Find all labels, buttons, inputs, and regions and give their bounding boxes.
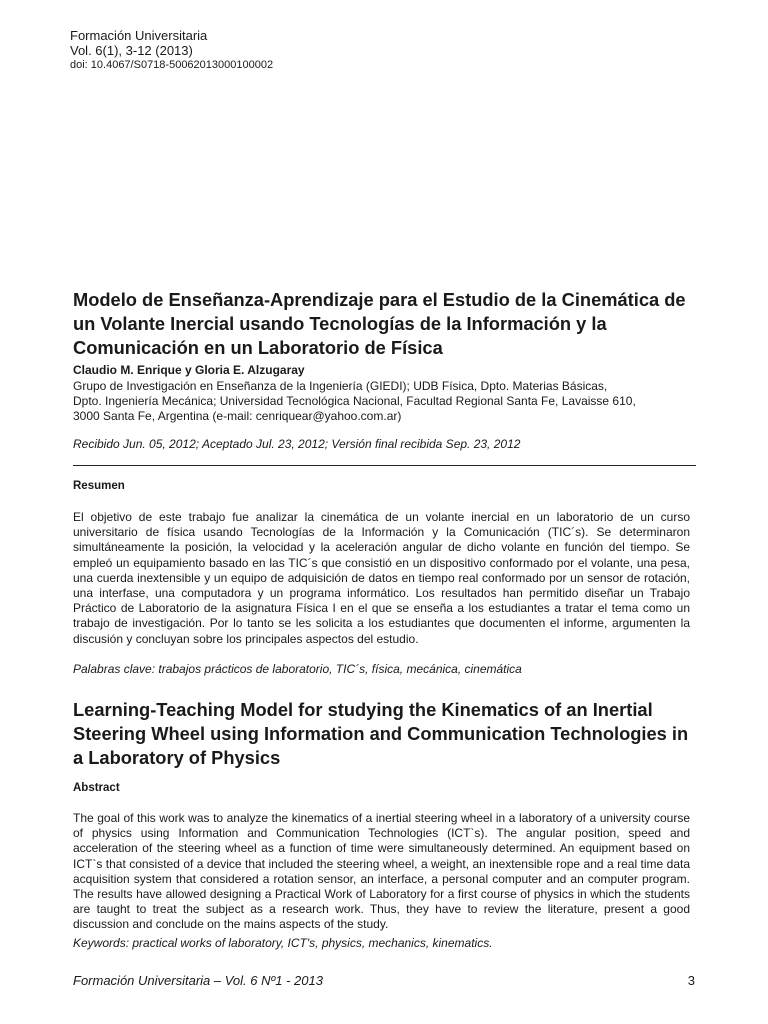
doi-link[interactable]: doi: 10.4067/S0718-50062013000100002 (70, 59, 274, 71)
abstract-heading: Abstract (73, 782, 120, 794)
english-title: Learning-Teaching Model for studying the Kinematics of an Inertial Steering Wheel using Information and Communication Technologies in a Laboratory of Physics (73, 699, 689, 768)
resumen-heading: Resumen (73, 480, 125, 492)
received-dates: Recibido Jun. 05, 2012; Aceptado Jul. 23, 2012; Versión final recibida Sep. 23, 2012 (73, 437, 521, 451)
journal-name: Formación Universitaria (70, 28, 208, 43)
resumen-text: El objetivo de este trabajo fue analizar la cinemática de un volante inercial en un laboratorio de un curso universitario de física usando Tecnologías de la Información y la Comunicación (TIC´s). Se determinaron simultáneamente la posición, la velocidad y la aceleración angular de dicho volante en función del tiempo. Se empleó un equipamiento basado en las TIC´s que consistió en un dispositivo conformado por el volante, una pesa, una cuerda inextensible y un equipo de adquisición de datos en tiempo real conformado por un sensor de rotación, una interfase, una computadora y un programa informático. Los resultados han permitido diseñar un Trabajo Práctico de Laboratorio de la asignatura Física I en el que se enseña a los estudiantes a tratar el tema como un trabajo de investigación. Por lo tanto se les solicita a los estudiantes que documenten el informe, argumenten la discusión y concluyan sobre los principales aspectos del estudio. (73, 510, 690, 646)
keywords: Keywords: practical works of laboratory, ICT's, physics, mechanics, kinematics. (73, 936, 493, 950)
affiliation-line: 3000 Santa Fe, Argentina (e-mail: cenriquear@yahoo.com.ar) (73, 409, 402, 423)
journal-volume: Vol. 6(1), 3-12 (2013) (70, 43, 193, 58)
affiliation (73, 379, 713, 424)
page-footer (73, 973, 695, 988)
abstract-text: The goal of this work was to analyze the kinematics of a inertial steering wheel in a laboratory of a university course of physics using Information and Communication Technologies (ICT`s). The angular position, speed and acceleration of the steering wheel as a function of time were simultaneously determined. An equipment based on ICT`s that consisted of a device that included the steering wheel, a weight, an inextensible rope and a real time data acquisition system that considered a rotation sensor, an interface, a personal computer and an computer program. The results have allowed designing a Practical Work of Laboratory for a first course of physics in which the students are taught to treat the subject as a research work. Thus, they have to review the literature, present a good discussion and conclude on the mains aspects of the study. (73, 811, 690, 932)
journal-header (70, 28, 273, 73)
palabras-clave: Palabras clave: trabajos prácticos de laboratorio, TIC´s, física, mecánica, cinemática (73, 662, 522, 676)
spanish-title: Modelo de Enseñanza-Aprendizaje para el Estudio de la Cinemática de un Volante Inercial usando Tecnologías de la Información y la Comunicación en un Laboratorio de Física (73, 289, 686, 358)
authors: Claudio M. Enrique y Gloria E. Alzugaray (73, 363, 305, 377)
section-divider (73, 465, 696, 466)
affiliation-line: Dpto. Ingeniería Mecánica; Universidad Tecnológica Nacional, Facultad Regional Santa Fe, Lavaisse 610, (73, 394, 636, 408)
affiliation-line: Grupo de Investigación en Enseñanza de la Ingeniería (GIEDI); UDB Física, Dpto. Materias Básicas, (73, 379, 608, 393)
page-number: 3 (687, 973, 695, 988)
footer-journal: Formación Universitaria – Vol. 6 Nº1 - 2013 (73, 973, 323, 988)
